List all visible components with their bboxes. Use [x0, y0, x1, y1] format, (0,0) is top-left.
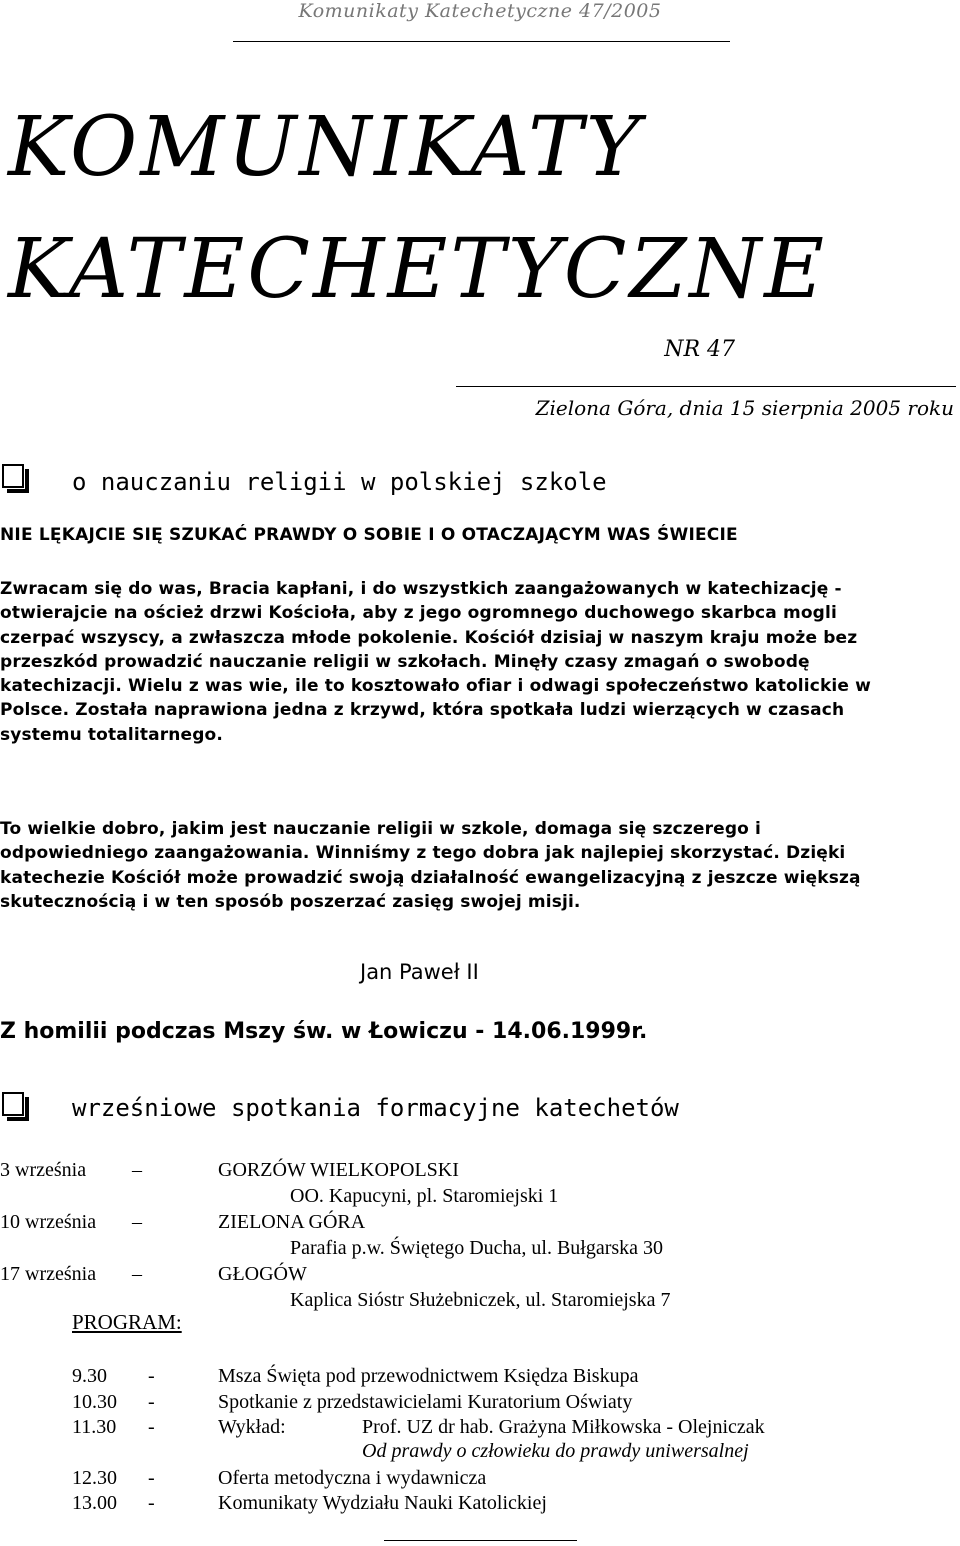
program-label: PROGRAM:: [72, 1310, 182, 1334]
footer-divider: [384, 1540, 577, 1541]
paragraph-line: skutecznością i w ten sposób poszerzać zasięg swojej misji.: [0, 891, 581, 912]
paragraph-line: Polsce. Została naprawiona jedna z krzywd, która spotkała ludzi wierzących w czasach: [0, 700, 845, 721]
header-divider: [233, 41, 730, 42]
headline: NIE LĘKAJCIE SIĘ SZUKAĆ PRAWDY O SOBIE I O OTACZAJĄCYM WAS ŚWIECIE: [0, 525, 738, 545]
checkbox-icon: [2, 464, 24, 488]
program-dash: -: [148, 1416, 155, 1438]
section-heading-meetings: wrześniowe spotkania formacyjne katechetów: [72, 1094, 679, 1122]
meeting-date: 17 września: [0, 1263, 97, 1285]
program-item: Oferta metodyczna i wydawnicza: [218, 1467, 487, 1489]
quote-author: Jan Paweł II: [360, 960, 479, 984]
homily-source: Z homilii podczas Mszy św. w Łowiczu - 14.06.1999r.: [0, 1019, 648, 1044]
meeting-dash: –: [132, 1263, 142, 1285]
program-dash: -: [148, 1467, 155, 1489]
paragraph-2: [0, 817, 945, 914]
meeting-city: GŁOGÓW: [218, 1263, 307, 1285]
meeting-row: [0, 1159, 960, 1185]
meeting-dash: –: [132, 1211, 142, 1233]
running-header: Komunikaty Katechetyczne 47/2005: [298, 0, 662, 22]
program-time: 11.30: [72, 1416, 117, 1438]
paragraph-line: systemu totalitarnego.: [0, 724, 223, 745]
paragraph-line: katechezie Kościół może prowadzić swoją działalność ewangelizacyjną z jeszcze większą: [0, 867, 861, 888]
masthead-title-line1: KOMUNIKATY: [8, 100, 643, 195]
issue-number: NR 47: [664, 337, 735, 362]
paragraph-line: Zwracam się do was, Bracia kapłani, i do wszystkich zaangażowanych w katechizację -: [0, 579, 842, 599]
program-item: Wykład:: [218, 1416, 286, 1438]
meeting-row: [0, 1211, 960, 1237]
program-item: Spotkanie z przedstawicielami Kuratorium Oświaty: [218, 1391, 633, 1413]
program-time: 9.30: [72, 1365, 107, 1387]
paragraph-line: czerpać wszyscy, a zwłaszcza młode pokolenie. Kościół dzisiaj w naszym kraju może bez: [0, 627, 858, 648]
lecture-title: Od prawdy o człowieku do prawdy uniwersalnej: [362, 1440, 749, 1462]
program-time: 10.30: [72, 1391, 117, 1413]
paragraph-line: otwierajcie na oścież drzwi Kościoła, aby z jego ogromnego duchowego skarbca mogli: [0, 603, 837, 624]
paragraph-line: To wielkie dobro, jakim jest nauczanie religii w szkole, domaga się szczerego i: [0, 819, 762, 839]
meeting-date: 10 września: [0, 1211, 97, 1233]
program-dash: -: [148, 1391, 155, 1413]
paragraph-line: przeszkód prowadzić nauczanie religii w szkołach. Minęły czasy zmagań o swobodę: [0, 651, 810, 672]
meeting-date: 3 września: [0, 1159, 87, 1181]
meeting-city: GORZÓW WIELKOPOLSKI: [218, 1159, 459, 1181]
checkbox-icon: [2, 1092, 24, 1116]
program-time: 12.30: [72, 1467, 117, 1489]
program-item: Komunikaty Wydziału Nauki Katolickiej: [218, 1492, 547, 1514]
meeting-place: Kaplica Sióstr Służebniczek, ul. Staromiejska 7: [290, 1289, 671, 1311]
meeting-row: [0, 1263, 960, 1289]
program-dash: -: [148, 1365, 155, 1387]
meeting-place: Parafia p.w. Świętego Ducha, ul. Bułgarska 30: [290, 1237, 664, 1259]
dateline-divider: [456, 386, 956, 387]
program-item: Msza Święta pod przewodnictwem Księdza Biskupa: [218, 1365, 639, 1387]
masthead-title-line2: KATECHETYCZNE: [8, 222, 828, 317]
program-dash: -: [148, 1492, 155, 1514]
lecture-presenter: Prof. UZ dr hab. Grażyna Miłkowska - Olejniczak: [362, 1416, 765, 1438]
program-time: 13.00: [72, 1492, 117, 1514]
meeting-place: OO. Kapucyni, pl. Staromiejski 1: [290, 1185, 559, 1207]
paragraph-line: katechizacji. Wielu z was wie, ile to kosztowało ofiar i odwagi społeczeństwo katolickie w: [0, 676, 872, 697]
meeting-dash: –: [132, 1159, 142, 1181]
section-heading-religion: o nauczaniu religii w polskiej szkole: [72, 468, 607, 496]
paragraph-1: [0, 577, 945, 747]
dateline: Zielona Góra, dnia 15 sierpnia 2005 roku: [535, 396, 954, 420]
meeting-city: ZIELONA GÓRA: [218, 1211, 366, 1233]
paragraph-line: odpowiedniego zaangażowania. Winniśmy z tego dobra jak najlepiej skorzystać. Dzięki: [0, 843, 846, 864]
